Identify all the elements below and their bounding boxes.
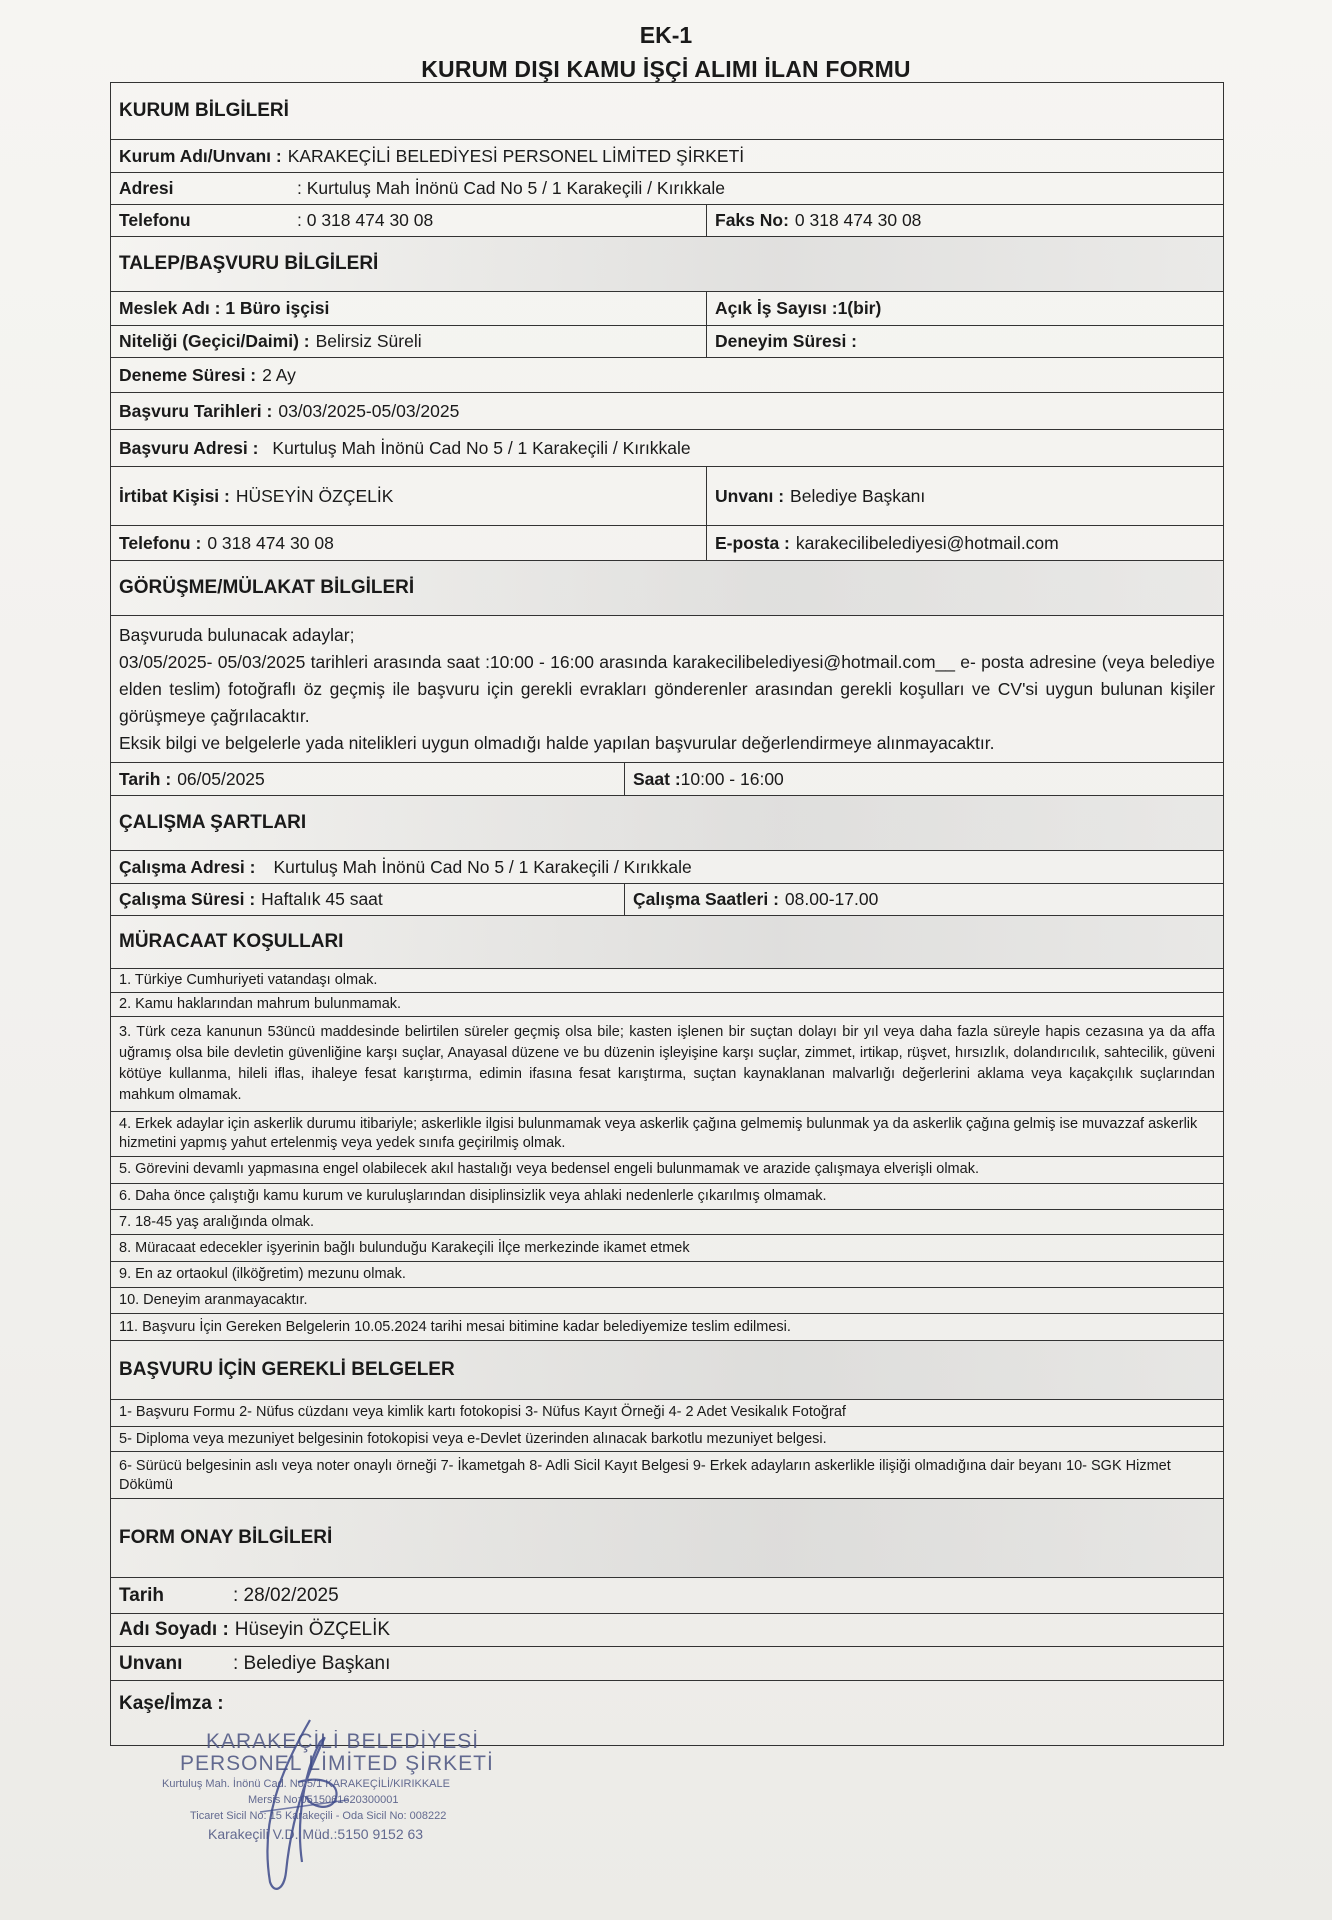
job-nature: Belirsiz Süreli [315, 331, 422, 351]
field-label: Tarih : [119, 768, 172, 789]
condition-row [111, 1209, 1223, 1234]
condition-item: 5. Görevini devamlı yapmasına engel olabilecek akıl hastalığı veya bedensel engeli bulunmamak ve arazide çalışmaya elverişli olmak. [119, 1161, 979, 1177]
field-label: Deneme Süresi : [119, 364, 257, 385]
application-address: Kurtuluş Mah İnönü Cad No 5 / 1 Karakeçili / Kırıkkale [272, 437, 691, 458]
field-label: Unvanı : [715, 485, 785, 506]
talep-trial-row [111, 357, 1223, 392]
talep-dates-row [111, 392, 1223, 429]
field-label: Saat : [633, 768, 681, 789]
institution-fax: 0 318 474 30 08 [794, 210, 922, 230]
document-item: 6- Sürücü belgesinin aslı veya noter onaylı örneği 7- İkametgah 8- Adli Sicil Kayıt Belgesi 9- Erkek adayların askerlikle ilişiği olmadığına dair beyanı 10- SGK Hizmet Dökümü [119, 1458, 1171, 1493]
contact-title: Belediye Başkanı [790, 485, 926, 506]
field-label: Tarih [119, 1584, 165, 1606]
institution-address: : Kurtuluş Mah İnönü Cad No 5 / 1 Karakeçili / Kırıkkale [297, 178, 725, 198]
section-calisma [111, 795, 1223, 850]
document-row [111, 1426, 1223, 1451]
field-label: Başvuru Adresi : [119, 437, 259, 458]
document-item: 1- Başvuru Formu 2- Nüfus cüzdanı veya kimlik kartı fotokopisi 3- Nüfus Kayıt Örneği 4- 2 Adet Vesikalık Fotoğraf [119, 1404, 846, 1420]
talep-address-row [111, 429, 1223, 466]
gorusme-time-row [111, 762, 1223, 795]
field-label: Adı Soyadı : [119, 1619, 229, 1640]
condition-row [111, 1183, 1223, 1209]
open-positions: Açık İş Sayısı :1(bir) [715, 298, 882, 318]
contact-email: karakecilibelediyesi@hotmail.com [795, 532, 1059, 553]
talep-nature-row [111, 325, 1223, 357]
document-row [111, 1451, 1223, 1498]
field-label: Faks No: [715, 210, 789, 230]
section-belgeler [111, 1340, 1223, 1399]
section-talep [111, 236, 1223, 291]
form-code: EK-1 [639, 22, 693, 48]
field-label: Çalışma Saatleri : [633, 889, 779, 909]
work-address: Kurtuluş Mah İnönü Cad No 5 / 1 Karakeçili / Kırıkkale [273, 856, 692, 877]
kurum-name-row [111, 139, 1223, 172]
condition-row [111, 1313, 1223, 1340]
experience-duration: Deneyim Süresi : [715, 331, 857, 351]
condition-row [111, 992, 1223, 1016]
interview-note: Eksik bilgi ve belgelerle yada nitelikleri uygun olmadığı halde yapılan başvurular değerlendirmeye alınmayacaktır. [119, 733, 995, 753]
interview-intro: Başvuruda bulunacak adaylar; [119, 625, 355, 645]
condition-item: 6. Daha önce çalıştığı kamu kurum ve kuruluşlarından disiplinsizlik veya ahlaki nedenlerle çıkarılmış olmamak. [119, 1188, 827, 1204]
interview-details: 03/05/2025- 05/03/2025 tarihleri arasında saat :10:00 - 16:00 arasında karakecilibelediyesi@hotmail.com__ e- posta adresine (veya belediye elden teslim) fotoğraflı öz geçmiş ile başvuru için gerekli evrakları gönderenler arasından gerekli koşulları ve CV'si uygun bulunan kişiler görüşmeye çağrılacaktır. [119, 652, 1215, 726]
field-label: İrtibat Kişisi : [119, 485, 230, 506]
work-duration: Haftalık 45 saat [261, 889, 383, 909]
talep-contact-row [111, 466, 1223, 525]
condition-item: 3. Türk ceza kanunun 53üncü maddesinde belirtilen süreler geçmiş olsa bile; kasten işlenen bir suçtan dolayı bir yıl veya daha fazla süreyle hapis cezasına ya da affa uğramış olsa bile devletin güvenliğine karşı suçlar, Anayasal düzene ve bu düzenin işleyişine karşı suçlar, zimmet, irtikap, rüşvet, hırsızlık, dolandırıcılık, sahtecilik, güveni kötüye kullanma, hileli iflas, ihaleye fesat karıştırma, edimin ifasına fesat karıştırma, suçtan kaynaklanan malvarlığı değerlerini aklama veya kaçakçılık suçlarından mahkum olmamak. [119, 1024, 1215, 1103]
document-item: 5- Diploma veya mezuniyet belgesinin fotokopisi veya e-Devlet üzerinden alınacak barkotlu mezuniyet belgesi. [119, 1431, 827, 1447]
onay-date-row [111, 1577, 1223, 1613]
condition-item: 4. Erkek adaylar için askerlik durumu itibariyle; askerlikle ilgisi bulunmamak veya askerlik çağına gelmemiş bulunmak ya da askerlik çağına gelmiş ise muvazzaf askerlik hizmetini yapmış yahut ertelenmiş veya yedek sınıfa geçirilmiş olmak. [119, 1116, 1198, 1151]
section-title: KURUM BİLGİLERİ [119, 100, 289, 121]
condition-row [111, 1261, 1223, 1287]
gorusme-text-row [111, 615, 1223, 762]
condition-item: 9. En az ortaokul (ilköğretim) mezunu olmak. [119, 1266, 406, 1282]
field-label: Adresi [119, 178, 174, 198]
institution-phone: : 0 318 474 30 08 [297, 210, 434, 230]
section-muracaat [111, 915, 1223, 968]
stamp-line: KARAKEÇİLİ BELEDİYESİ [206, 1730, 480, 1753]
condition-item: 1. Türkiye Cumhuriyeti vatandaşı olmak. [119, 972, 378, 988]
section-kurum [111, 83, 1223, 139]
calisma-hours-row [111, 883, 1223, 915]
stamp-line: Ticaret Sicil No: 15 Karakeçili - Oda Sicil No: 008222 [190, 1810, 447, 1822]
condition-row [111, 1287, 1223, 1313]
section-onay [111, 1498, 1223, 1577]
condition-item: 7. 18-45 yaş aralığında olmak. [119, 1214, 315, 1230]
job-title: Meslek Adı : 1 Büro işçisi [119, 298, 330, 318]
section-title: GÖRÜŞME/MÜLAKAT BİLGİLERİ [119, 577, 415, 598]
interview-date: 06/05/2025 [177, 768, 265, 789]
field-label: Niteliği (Geçici/Daimi) : [119, 331, 310, 351]
section-title: ÇALIŞMA ŞARTLARI [119, 812, 307, 833]
condition-row [111, 1156, 1223, 1183]
calisma-address-row [111, 850, 1223, 883]
work-hours: 08.00-17.00 [784, 889, 879, 909]
condition-row [111, 968, 1223, 992]
field-label: E-posta : [715, 532, 790, 553]
onay-title-row [111, 1646, 1223, 1680]
stamp-line: PERSONEL LİMİTED ŞİRKETİ [180, 1752, 494, 1775]
section-gorusme [111, 560, 1223, 615]
field-label: Başvuru Tarihleri : [119, 400, 273, 421]
stamp-line: Mersis No:0515061620300001 [248, 1794, 399, 1806]
interview-time: 10:00 - 16:00 [680, 768, 784, 789]
section-title: TALEP/BAŞVURU BİLGİLERİ [119, 253, 379, 274]
field-label: Kurum Adı/Unvanı : [119, 145, 282, 166]
field-label: Unvanı [119, 1652, 183, 1674]
form-title: KURUM DIŞI KAMU İŞÇİ ALIMI İLAN FORMU [421, 56, 911, 82]
condition-row [111, 1234, 1223, 1261]
talep-job-row [111, 291, 1223, 325]
stamp-line: Karakeçili V.D. Müd.:5150 9152 63 [208, 1826, 424, 1842]
application-dates: 03/03/2025-05/03/2025 [278, 400, 460, 421]
trial-period: 2 Ay [262, 364, 296, 385]
condition-item: 10. Deneyim aranmayacaktır. [119, 1292, 308, 1308]
section-title: MÜRACAAT KOŞULLARI [119, 931, 344, 952]
contact-phone: 0 318 474 30 08 [207, 532, 334, 553]
document-row [111, 1399, 1223, 1426]
onay-name-row [111, 1613, 1223, 1646]
kurum-phone-row [111, 204, 1223, 236]
stamp-line: Kurtuluş Mah. İnönü Cad. No:5/1 KARAKEÇİLİ/KIRIKKALE [162, 1778, 450, 1790]
condition-row [111, 1111, 1223, 1156]
condition-item: 8. Müracaat edecekler işyerinin bağlı bulunduğu Karakeçili İlçe merkezinde ikamet etmek [119, 1240, 690, 1256]
institution-name: KARAKEÇİLİ BELEDİYESİ PERSONEL LİMİTED ŞİRKETİ [287, 145, 745, 166]
contact-person: HÜSEYİN ÖZÇELİK [235, 485, 394, 506]
section-title: FORM ONAY BİLGİLERİ [119, 1527, 333, 1548]
talep-tel-row [111, 525, 1223, 560]
approver-title: : Belediye Başkanı [233, 1652, 391, 1674]
field-label: Telefonu [119, 210, 191, 230]
approver-name: Hüseyin ÖZÇELİK [234, 1619, 391, 1640]
application-form [110, 82, 1224, 1746]
field-label: Telefonu : [119, 532, 202, 553]
field-label: Çalışma Adresi : [119, 856, 256, 877]
approval-date: : 28/02/2025 [233, 1584, 339, 1606]
section-title: BAŞVURU İÇİN GEREKLİ BELGELER [119, 1359, 455, 1380]
field-label: Çalışma Süresi : [119, 889, 256, 909]
field-label: Kaşe/İmza : [119, 1693, 224, 1714]
condition-item: 2. Kamu haklarından mahrum bulunmamak. [119, 996, 402, 1012]
kurum-address-row [111, 172, 1223, 204]
condition-item: 11. Başvuru İçin Gereken Belgelerin 10.05.2024 tarihi mesai bitimine kadar belediyemize teslim edilmesi. [119, 1319, 791, 1335]
signature-icon [240, 1712, 360, 1902]
condition-row [111, 1016, 1223, 1111]
